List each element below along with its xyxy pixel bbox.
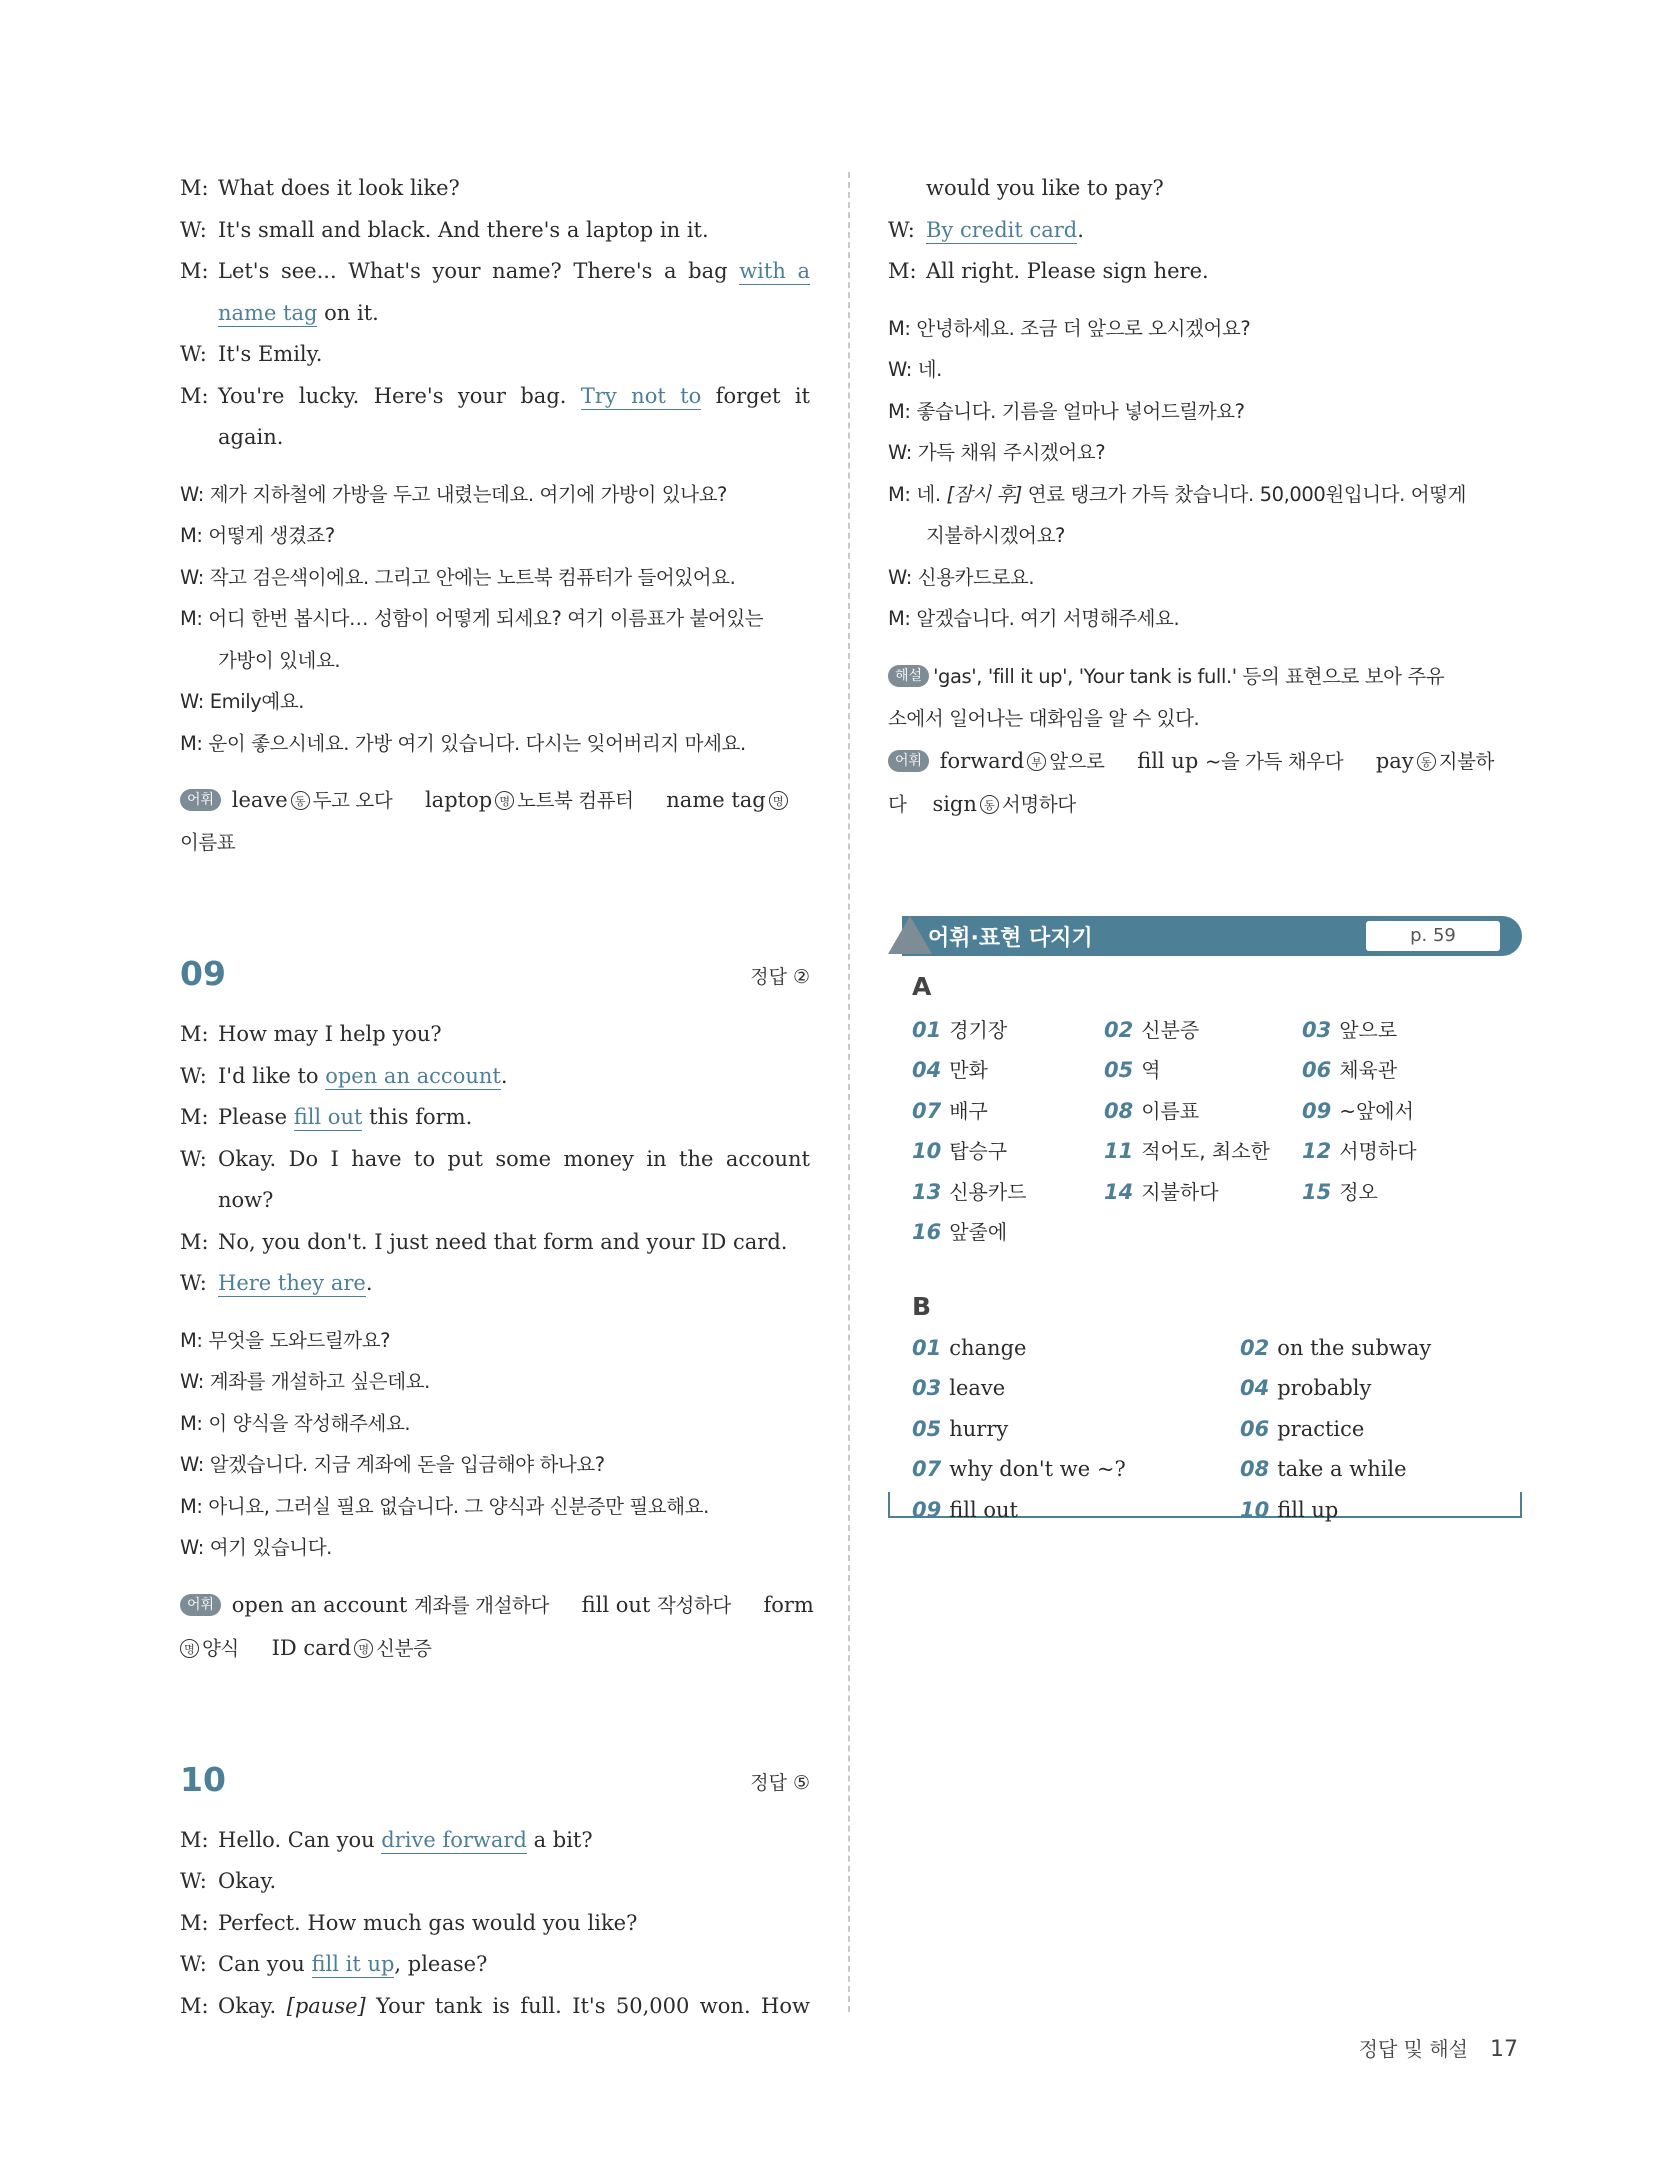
item-text: on the subway — [1277, 1335, 1432, 1360]
question-number: 09 — [180, 954, 226, 993]
answer-item — [1104, 1135, 1270, 1164]
item-number: 03 — [1302, 1017, 1332, 1042]
item-number: 10 — [912, 1139, 942, 1163]
item-text: 신분증 — [1141, 1017, 1200, 1042]
item-text: 앞줄에 — [949, 1220, 1008, 1244]
section-a-label: A — [912, 971, 932, 1001]
key-expression: name tag — [218, 300, 318, 325]
item-text: 서명하다 — [1339, 1139, 1417, 1163]
item-text: leave — [949, 1376, 1006, 1400]
item-number: 12 — [1302, 1139, 1332, 1163]
vocab-q10: 어휘 forward 부 앞으로 fill up ~을 가득 채우다 pay 동 지불하 다 sign 동 서명하다 — [888, 748, 1494, 816]
item-text: change — [949, 1335, 1027, 1360]
item-text: 경기장 — [949, 1017, 1008, 1042]
vocab-tag: 어휘 — [180, 1594, 221, 1616]
translation-line: M: 알겠습니다. 여기 서명해주세요. — [888, 607, 1180, 630]
item-number: 01 — [912, 1335, 942, 1360]
vocab-tag: 어휘 — [888, 750, 929, 772]
dialog-line: W: It's Emily. — [180, 342, 323, 366]
answer-item — [1104, 1095, 1199, 1124]
item-text: hurry — [949, 1416, 1009, 1441]
pos-mark: 동 — [1417, 752, 1436, 771]
triangle-icon — [888, 916, 932, 954]
pos-mark: 명 — [495, 791, 514, 810]
translation-line: W: 신용카드로요. — [888, 565, 1035, 589]
answer-label: 정답 ② — [750, 966, 810, 988]
dialog-line: now? — [218, 1188, 274, 1212]
answer-item — [1302, 1095, 1414, 1124]
item-number: 07 — [912, 1098, 942, 1123]
dialog-line: name tag on it. — [218, 300, 379, 325]
answer-item — [912, 1376, 1005, 1400]
item-text: 역 — [1141, 1058, 1161, 1082]
item-text: 탑승구 — [949, 1139, 1008, 1163]
question-number: 10 — [180, 1759, 226, 1799]
item-number: 06 — [1240, 1416, 1270, 1441]
vocab-q09: 어휘 open an account 계좌를 개설하다 fill out 작성하다 form 명 양식 ID card 명 신분증 — [180, 1584, 810, 1670]
box-title: 어휘·표현 다지기 — [928, 925, 1093, 951]
vocab-q08: 어휘 leave 동 두고 오다 laptop 명 노트북 컴퓨터 name tag 명 이름표 — [180, 779, 810, 864]
translation-line: M: 어디 한번 봅시다… 성함이 어떻게 되세요? 여기 이름표가 붙어있는 — [180, 607, 764, 630]
translation-line: M: 네. [잠시 후] 연료 탱크가 가득 찼습니다. 50,000원입니다. 어떻게 — [888, 482, 1467, 506]
translation-line: M: 무엇을 도와드릴까요? — [180, 1328, 391, 1352]
explanation-q10: 해설 'gas', 'fill it up', 'Your tank is full.' 등의 표현으로 보아 주유 소에서 일어나는 대화임을 알 수 있다. — [888, 664, 1445, 730]
item-text: why don't we ~? — [949, 1457, 1126, 1481]
translation-line: M: 이 양식을 작성해주세요. — [180, 1411, 411, 1435]
column-divider — [848, 172, 850, 2012]
answer-item — [1302, 1054, 1397, 1083]
item-number: 11 — [1104, 1139, 1134, 1163]
page-footer — [1359, 2033, 1518, 2062]
item-number: 03 — [912, 1376, 942, 1400]
translation-line: W: 알겠습니다. 지금 계좌에 돈을 입금해야 하나요? — [180, 1453, 605, 1476]
translation-q08 — [180, 474, 810, 765]
item-number: 08 — [1104, 1098, 1134, 1123]
answer-item — [1104, 1176, 1219, 1205]
dialog-line: M: All right. Please sign here. — [888, 259, 1209, 283]
dialog-line: M: Let's see... What's your name? There's a bag with a — [180, 259, 810, 283]
item-number: 05 — [1104, 1058, 1134, 1082]
key-expression: open an account — [325, 1063, 501, 1088]
answer-item — [912, 1014, 1007, 1043]
translation-line: M: 안녕하세요. 조금 더 앞으로 오시겠어요? — [888, 316, 1251, 340]
translation-line: W: 제가 지하철에 가방을 두고 내렸는데요. 여기에 가방이 있나요? — [180, 482, 727, 506]
item-text: 정오 — [1339, 1179, 1378, 1204]
item-number: 04 — [912, 1058, 942, 1082]
answer-item — [1240, 1336, 1431, 1360]
item-number: 10 — [1240, 1497, 1270, 1522]
item-text: ~앞에서 — [1339, 1098, 1414, 1123]
dialog-line: M: Okay. [pause] Your tank is full. It's 50,000 won. How — [180, 1993, 810, 2018]
answer-item — [912, 1054, 988, 1083]
translation-line: W: 가득 채워 주시겠어요? — [888, 441, 1106, 464]
item-number: 02 — [1104, 1017, 1134, 1042]
translation-line: M: 아니요, 그러실 필요 없습니다. 그 양식과 신분증만 필요해요. — [180, 1494, 709, 1518]
dialog-line: W: It's small and black. And there's a laptop in it. — [180, 217, 709, 242]
item-number: 05 — [912, 1416, 942, 1441]
answer-item — [912, 1457, 1126, 1481]
item-text: fill up — [1277, 1497, 1339, 1522]
item-number: 07 — [912, 1457, 942, 1481]
translation-line: 지불하시겠어요? — [926, 524, 1066, 547]
translation-line: W: 네. — [888, 358, 942, 381]
item-number: 01 — [912, 1017, 942, 1042]
answer-item — [912, 1336, 1026, 1360]
answer-item — [1302, 1135, 1417, 1164]
dialog-line: W: Okay. — [180, 1869, 277, 1893]
key-expression: fill out — [293, 1105, 363, 1129]
key-expression: By credit card — [926, 217, 1078, 242]
pos-mark: 부 — [1027, 752, 1046, 771]
item-text: 지불하다 — [1141, 1179, 1219, 1204]
item-text: fill out — [949, 1497, 1018, 1522]
translation-line: W: 계좌를 개설하고 싶은데요. — [180, 1370, 430, 1393]
item-number: 08 — [1240, 1457, 1270, 1481]
translation-line: M: 좋습니다. 기름을 얼마나 넣어드릴까요? — [888, 399, 1245, 423]
answer-label: 정답 ⑤ — [750, 1771, 810, 1794]
page-number: 17 — [1490, 2037, 1518, 2062]
pos-mark: 명 — [180, 1639, 199, 1658]
dialog-line: again. — [218, 425, 284, 449]
item-text: 앞으로 — [1339, 1017, 1398, 1042]
item-text: 만화 — [949, 1058, 988, 1082]
translation-q10 — [888, 308, 1528, 640]
item-text: 이름표 — [1141, 1098, 1200, 1123]
dialog-line: M: What does it look like? — [180, 176, 460, 200]
translation-line: W: 여기 있습니다. — [180, 1536, 332, 1559]
page-reference: p. 59 — [1366, 921, 1500, 951]
answer-item — [1302, 1014, 1397, 1043]
question-09 — [180, 954, 814, 1670]
dialog-line: W: Here they are. — [180, 1271, 373, 1295]
dialog-line: would you like to pay? — [926, 176, 1164, 200]
pos-mark: 명 — [354, 1639, 373, 1658]
item-number: 09 — [912, 1497, 942, 1522]
dialog-q08-end — [180, 168, 810, 459]
dialog-line: W: Can you fill it up, please? — [180, 1952, 488, 1976]
item-text: 체육관 — [1339, 1058, 1398, 1082]
footer-label: 정답 및 해설 — [1358, 2037, 1468, 2061]
key-expression: fill it up — [311, 1952, 395, 1976]
vocab-tag: 어휘 — [180, 789, 221, 811]
item-text: 적어도, 최소한 — [1141, 1139, 1270, 1163]
answer-item — [912, 1498, 1018, 1522]
explanation-tag: 해설 — [888, 665, 929, 687]
answer-item — [1240, 1376, 1371, 1400]
key-expression: drive forward — [381, 1827, 527, 1852]
dialog-line: M: Perfect. How much gas would you like? — [180, 1910, 638, 1935]
key-expression: Here they are — [218, 1271, 366, 1295]
answer-item — [912, 1216, 1007, 1245]
answer-item — [912, 1176, 1027, 1205]
right-column — [888, 168, 1528, 1522]
item-number: 06 — [1302, 1058, 1332, 1082]
answer-item — [1104, 1054, 1161, 1083]
item-number: 14 — [1104, 1179, 1134, 1204]
item-text: take a while — [1277, 1457, 1407, 1481]
translation-line: W: Emily예요. — [180, 690, 305, 713]
dialog-line: M: No, you don't. I just need that form and your ID card. — [180, 1229, 788, 1254]
pos-mark: 동 — [980, 795, 999, 814]
answer-item — [912, 1095, 988, 1124]
dialog-line: M: Hello. Can you drive forward a bit? — [180, 1827, 593, 1852]
translation-line: M: 운이 좋으시네요. 가방 여기 있습니다. 다시는 잊어버리지 마세요. — [180, 731, 746, 755]
item-number: 04 — [1240, 1376, 1270, 1400]
dialog-line: M: How may I help you? — [180, 1022, 442, 1046]
dialog-line: W: I'd like to open an account. — [180, 1063, 508, 1088]
dialog-line: M: You're lucky. Here's your bag. Try not to forget it — [180, 383, 810, 408]
item-text: practice — [1277, 1416, 1365, 1441]
item-text: 배구 — [949, 1098, 988, 1123]
answer-item — [1104, 1014, 1199, 1043]
vocab-review-box — [888, 916, 1522, 1522]
translation-line: W: 작고 검은색이에요. 그리고 안에는 노트북 컴퓨터가 들어있어요. — [180, 565, 736, 589]
pos-mark: 동 — [291, 791, 310, 810]
answer-item — [912, 1417, 1008, 1441]
left-column — [180, 168, 814, 2027]
answer-item — [1302, 1176, 1378, 1205]
item-text: probably — [1277, 1376, 1372, 1400]
translation-line: 가방이 있네요. — [218, 648, 341, 672]
item-text: 신용카드 — [949, 1179, 1027, 1204]
dialog-line: M: Please fill out this form. — [180, 1105, 473, 1129]
translation-line: M: 어떻게 생겼죠? — [180, 524, 335, 547]
dialog-line: W: Okay. Do I have to put some money in the account — [180, 1146, 810, 1171]
key-expression: with a — [739, 259, 810, 283]
answer-item — [912, 1135, 1007, 1164]
item-number: 13 — [912, 1179, 942, 1204]
answer-item — [1240, 1457, 1407, 1481]
pos-mark: 명 — [769, 791, 788, 810]
answer-item — [1240, 1498, 1338, 1522]
key-expression: Try not to — [580, 383, 702, 408]
answer-item — [1240, 1417, 1364, 1441]
item-number: 16 — [912, 1220, 942, 1244]
item-number: 09 — [1302, 1098, 1332, 1123]
dialog-line: W: By credit card. — [888, 217, 1084, 242]
section-b-label: B — [912, 1291, 932, 1321]
item-number: 02 — [1240, 1335, 1270, 1360]
item-number: 15 — [1302, 1179, 1332, 1204]
question-10 — [180, 1760, 810, 2028]
